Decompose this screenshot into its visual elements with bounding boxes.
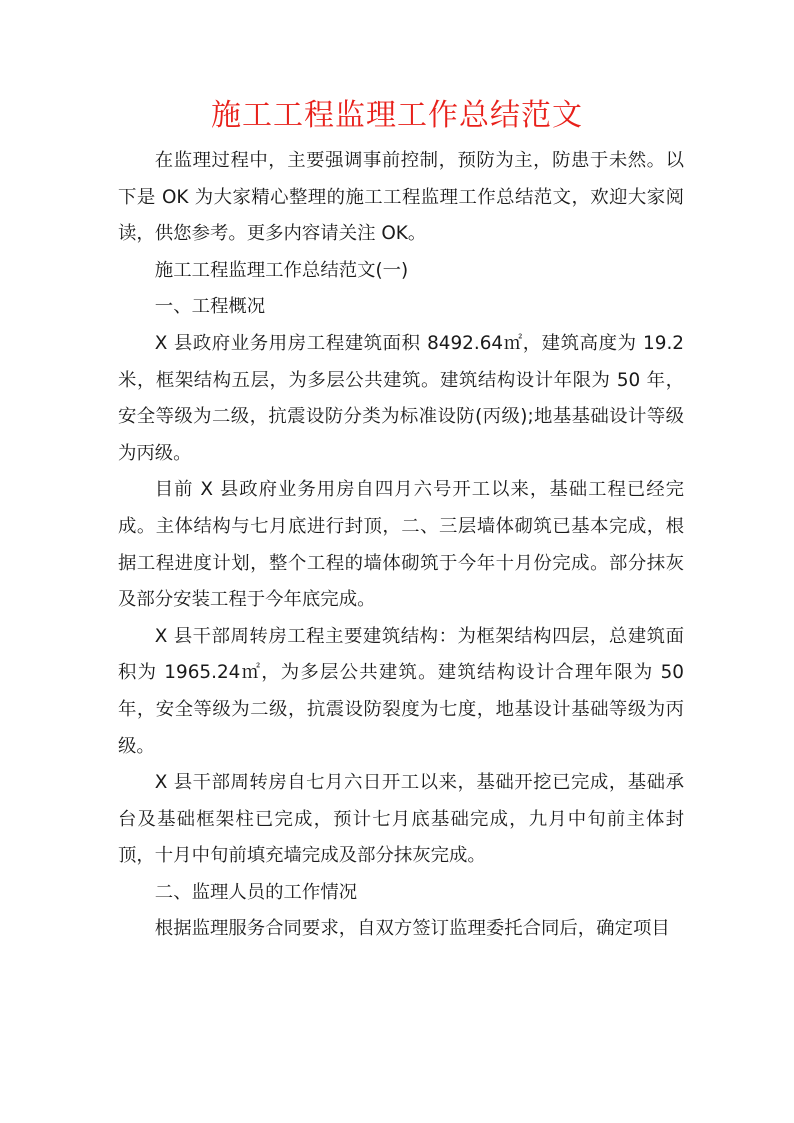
paragraph-staff-housing: X 县干部周转房工程主要建筑结构：为框架结构四层，总建筑面积为 1965.24㎡，为多层公共建筑。建筑结构设计合理年限为 50 年，安全等级为二级，抗震设防裂度为七度，地基设计基础等级为丙级。 <box>118 625 684 757</box>
paragraph-government-building: X 县政府业务用房工程建筑面积 8492.64㎡，建筑高度为 19.2 米，框架结构五层，为多层公共建筑。建筑结构设计年限为 50 年，安全等级为二级，抗震设防分类为标准设防(丙级);地基基础设计等级为丙级。 <box>118 332 684 464</box>
section-heading-project-overview: 一、工程概况 <box>154 296 266 318</box>
paragraph-government-progress: 目前 X 县政府业务用房自四月六号开工以来，基础工程已经完成。主体结构与七月底进行封顶，二、三层墙体砌筑已基本完成，根据工程进度计划，整个工程的墙体砌筑于今年十月份完成。部分抹灰及部分安装工程于今年底完成。 <box>118 479 684 611</box>
section-heading-supervisors: 二、监理人员的工作情况 <box>154 881 358 903</box>
intro-paragraph: 在监理过程中，主要强调事前控制，预防为主，防患于未然。以下是 OK 为大家精心整理的施工工程监理工作总结范文，欢迎大家阅读，供您参考。更多内容请关注 OK。 <box>118 150 684 245</box>
section-heading-example-one: 施工工程监理工作总结范文(一) <box>154 259 409 281</box>
document-body <box>118 143 684 948</box>
paragraph-staff-housing-progress: X 县干部周转房自七月六日开工以来，基础开挖已完成，基础承台及基础框架柱已完成，预计七月底基础完成，九月中旬前主体封顶，十月中旬前填充墙完成及部分抹灰完成。 <box>118 772 684 867</box>
paragraph-contract: 根据监理服务合同要求，自双方签订监理委托合同后，确定项目 <box>154 918 670 940</box>
document-title: 施工工程监理工作总结范文 <box>211 98 583 133</box>
